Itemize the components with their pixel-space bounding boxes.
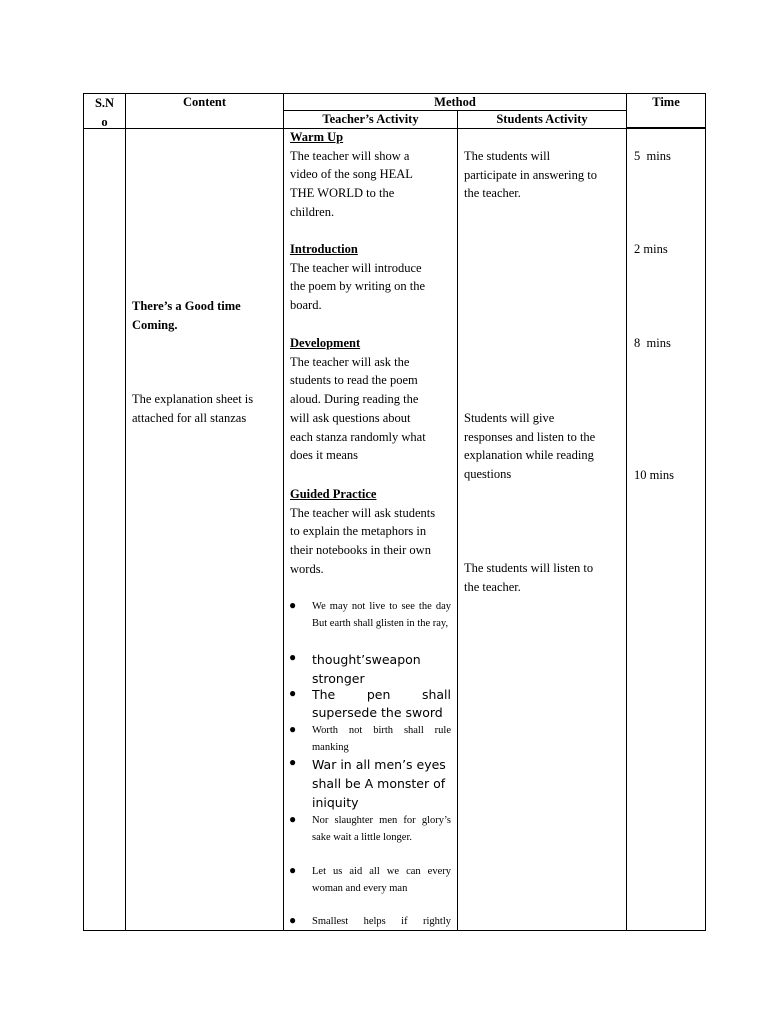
students-guided-practice: The students will listen to the teacher. [464,561,594,594]
guided-practice-heading: Guided Practice [290,487,377,501]
students-warmup: The students will participate in answering to the teacher. [464,149,597,201]
time-guided-practice: 10 mins [634,468,674,482]
teacher-guided-practice: Guided Practice The teacher will ask students to explain the metaphors in their notebooks in their own words. [290,487,436,576]
list-item: ● Smallest helps if rightly [289,913,451,927]
bullet-icon: ● [289,755,297,769]
bullet-icon: ● [289,686,297,700]
students-development: Students will give responses and listen to the explanation while reading questions [464,411,596,482]
list-item: ● Let us aid all we can every woman and every man [289,863,451,895]
content-explanation-note: The explanation sheet is attached for all stanzas [132,392,254,425]
col-divider-content [125,93,126,931]
list-item: ● Nor slaughter men for glory’s sake wait a little longer. [289,812,451,844]
time-development: 8 mins [634,336,671,350]
time-warmup: 5 mins [634,149,671,163]
header-time: Time [652,95,680,109]
time-header-underline [626,127,706,128]
introduction-heading: Introduction [290,242,358,256]
bullet-icon: ● [289,863,297,877]
development-heading: Development [290,336,361,350]
col-divider-time [626,93,627,931]
content-poem-title: There’s a Good time Coming. [132,299,241,332]
list-item: ● The pen shall supersede the sword [289,686,451,720]
teacher-development: Development The teacher will ask the students to read the poem aloud. During reading the will ask questions about each stanza randomly what does it means [290,336,426,463]
table-border-bottom [83,930,706,931]
teacher-warmup: Warm Up The teacher will show a video of the song HEAL THE WORLD to the children. [290,130,413,219]
bullet-icon: ● [289,598,297,612]
header-sno: S.N o [94,96,115,129]
header-content: Content [182,95,227,109]
bullet-icon: ● [289,812,297,826]
teacher-introduction: Introduction The teacher will introduce the poem by writing on the board. [290,242,426,313]
time-introduction: 2 mins [634,242,668,256]
header-method: Method [434,95,476,109]
list-item: ● thought’sweapon stronger [289,650,421,687]
header-students-activity: Students Activity [496,112,588,126]
bullet-icon: ● [289,650,297,664]
header-teacher-activity: Teacher’s Activity [322,112,419,126]
col-divider-students [457,110,458,931]
bullet-icon: ● [289,913,297,927]
warmup-heading: Warm Up [290,130,344,144]
bullet-icon: ● [289,722,297,736]
table-border-right [705,93,706,931]
list-item: ● War in all men’s eyes shall be A monster of iniquity [289,755,446,811]
table-border-left [83,93,84,931]
list-item: ● We may not live to see the day But earth shall glisten in the ray, [289,598,451,630]
col-divider-teacher [283,93,284,931]
list-item: ● Worth not birth shall rule manking [289,722,451,754]
